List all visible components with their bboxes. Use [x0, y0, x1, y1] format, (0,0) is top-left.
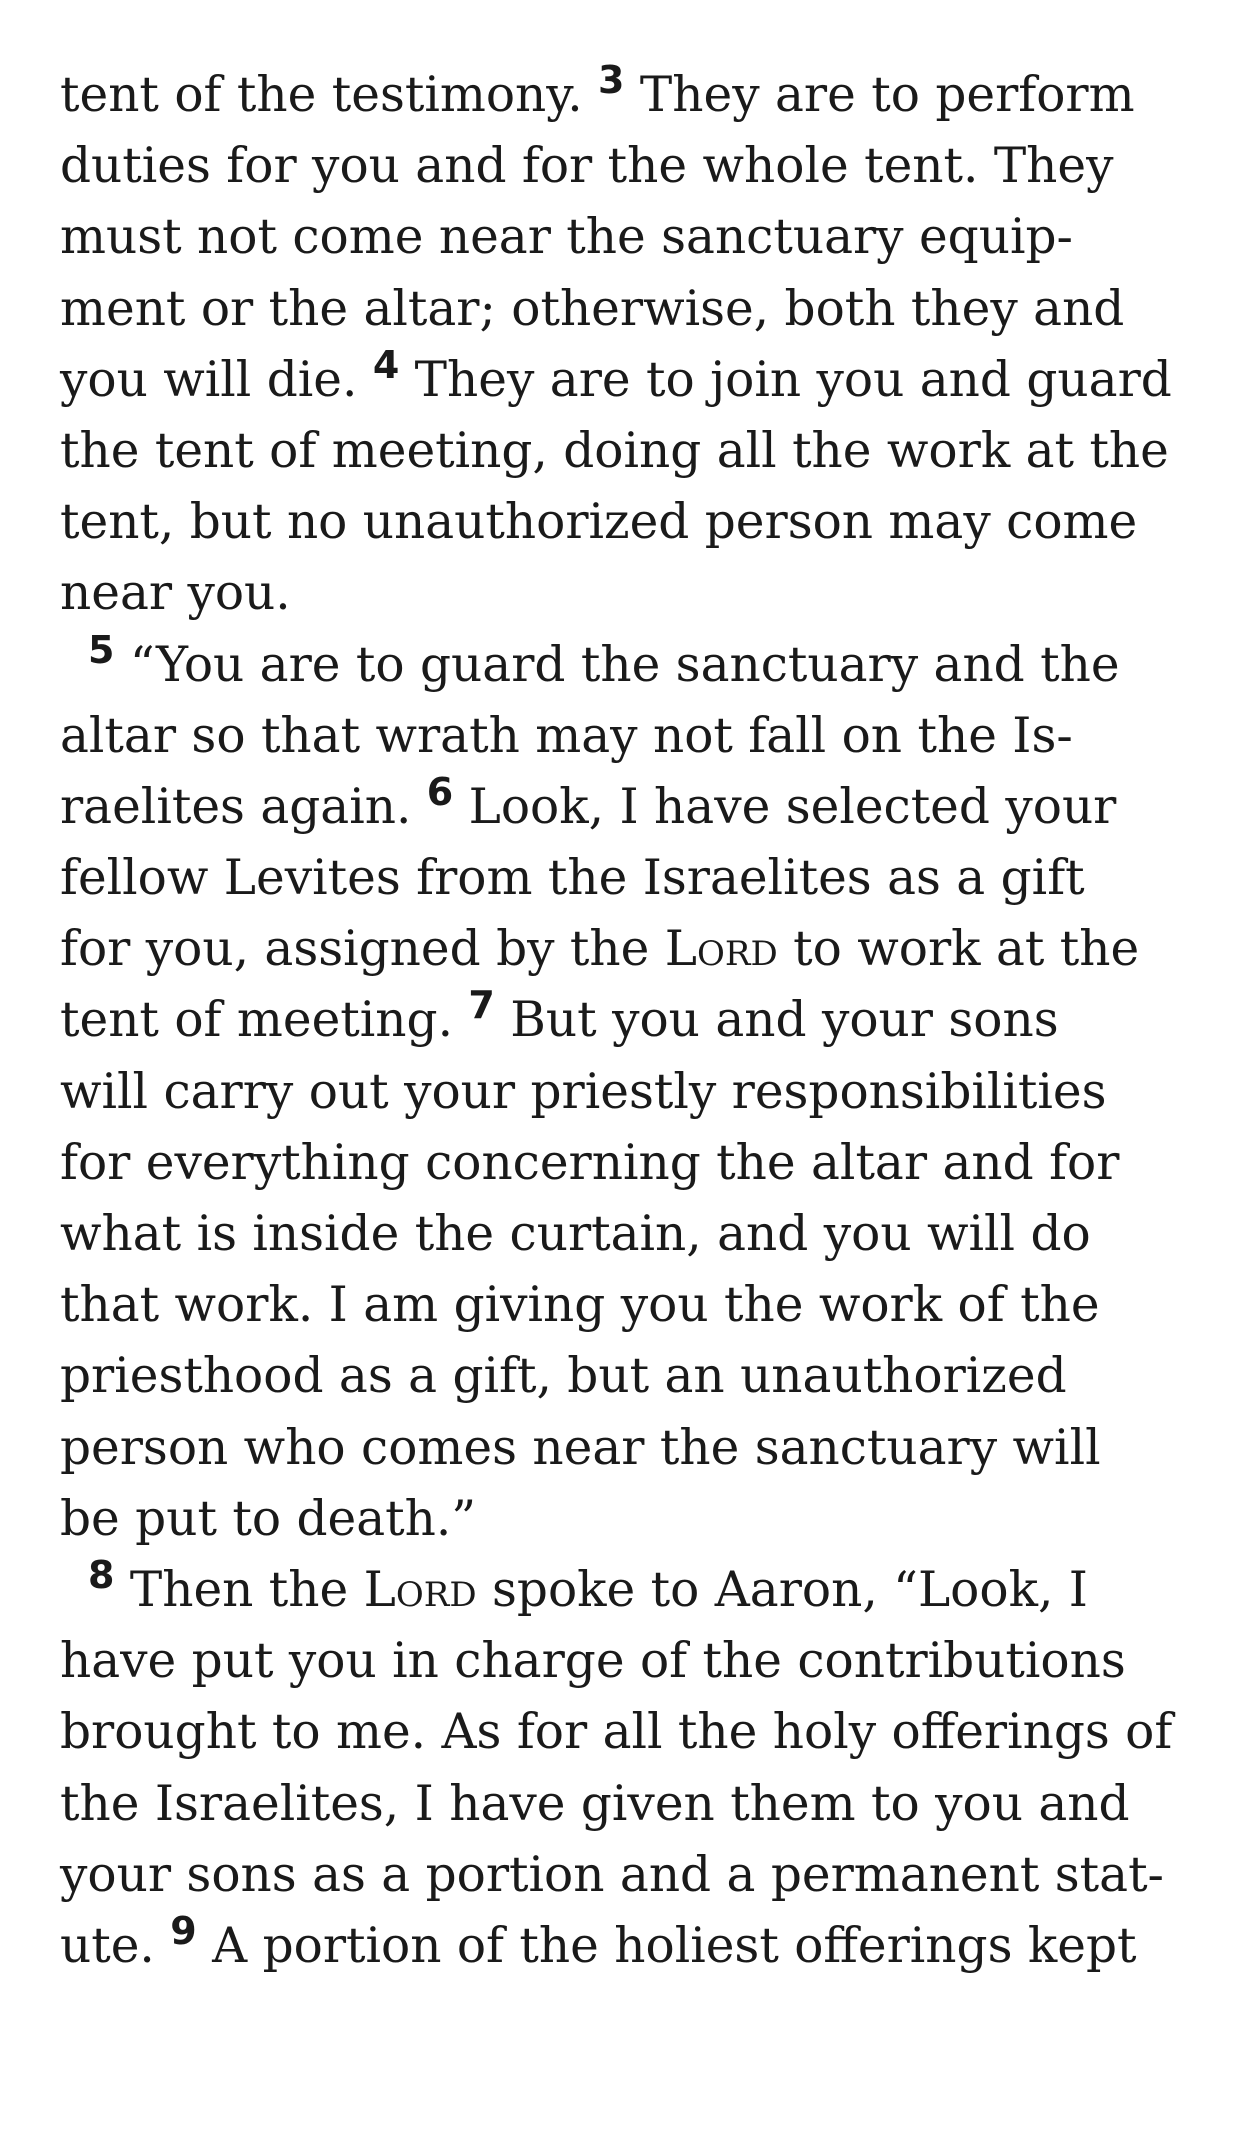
text-run: tent, but no unauthorized person may come — [60, 494, 1138, 551]
text-run: to work at the — [777, 921, 1140, 978]
text-run: ute. — [60, 1917, 171, 1974]
verse-number[interactable]: 8 — [88, 1552, 115, 1597]
verse-number[interactable]: 9 — [170, 1908, 197, 1953]
text-line — [60, 701, 1210, 772]
scripture-text-page — [60, 60, 1210, 1982]
divine-name-smallcaps: Lord — [664, 921, 778, 978]
text-run: priesthood as a gift, but an unauthorized — [60, 1348, 1067, 1405]
text-run: They are to join you and guard — [399, 351, 1172, 408]
text-line — [60, 131, 1210, 202]
text-run: raelites again. — [60, 778, 427, 835]
divine-name-smallcaps: Lord — [363, 1561, 477, 1618]
text-run: the tent of meeting, doing all the work at the — [60, 422, 1169, 479]
text-run: altar so that wrath may not fall on the Is- — [60, 707, 1073, 764]
text-line — [60, 627, 1210, 701]
text-run: that work. I am giving you the work of the — [60, 1277, 1100, 1334]
text-line — [60, 1413, 1210, 1484]
verse-number[interactable]: 3 — [598, 58, 625, 102]
text-run: Look, I have selected your — [453, 778, 1117, 835]
verse-number[interactable]: 7 — [468, 983, 495, 1028]
text-run: But you and your sons — [494, 992, 1059, 1049]
verse-number[interactable]: 5 — [88, 627, 115, 672]
text-line — [60, 1840, 1210, 1911]
text-run: will carry out your priestly responsibilities — [60, 1063, 1107, 1120]
text-line — [60, 1270, 1210, 1341]
text-line — [60, 342, 1210, 416]
text-line — [60, 1697, 1210, 1768]
text-line — [60, 416, 1210, 487]
text-run: “You are to guard the sanctuary and the — [114, 636, 1120, 693]
text-run: ment or the altar; otherwise, both they and — [60, 280, 1125, 337]
text-run: have put you in charge of the contributions — [60, 1633, 1126, 1690]
text-run: for everything concerning the altar and for — [60, 1134, 1120, 1191]
text-line — [60, 202, 1210, 273]
verse-number[interactable]: 4 — [372, 342, 400, 387]
text-run: near you. — [60, 565, 291, 622]
text-run: the Israelites, I have given them to you and — [60, 1775, 1130, 1832]
text-line — [60, 1199, 1210, 1270]
text-line — [60, 487, 1210, 558]
text-run: spoke to Aaron, “Look, I — [476, 1561, 1088, 1618]
text-run: person who comes near the sanctuary will — [60, 1419, 1101, 1476]
text-run: They are to perform — [624, 67, 1135, 123]
text-run: A portion of the holiest offerings kept — [196, 1917, 1137, 1974]
text-line — [60, 1128, 1210, 1199]
text-line — [60, 1769, 1210, 1840]
text-line — [60, 843, 1210, 914]
text-line — [60, 1626, 1210, 1697]
text-line — [60, 1552, 1210, 1626]
text-run: for you, assigned by the — [60, 921, 665, 978]
text-run: brought to me. As for all the holy offerings of — [60, 1704, 1173, 1761]
text-run: Then the — [114, 1561, 364, 1618]
text-run: be put to death.” — [60, 1490, 477, 1547]
text-line — [60, 1908, 1210, 1982]
text-run: duties for you and for the whole tent. They — [60, 138, 1114, 195]
text-line — [60, 274, 1210, 345]
text-run: tent of the testimony. — [60, 67, 599, 123]
verse-number[interactable]: 6 — [426, 769, 454, 814]
text-line — [60, 769, 1210, 843]
text-run: what is inside the curtain, and you will do — [60, 1206, 1091, 1262]
text-run: must not come near the sanctuary equip- — [60, 209, 1073, 266]
text-run: you will die. — [60, 351, 373, 408]
text-line — [60, 1341, 1210, 1412]
text-line — [60, 985, 1210, 1056]
text-line — [60, 1484, 1210, 1555]
text-line — [60, 1057, 1210, 1128]
text-line — [60, 914, 1210, 985]
text-line — [60, 60, 1210, 131]
text-line — [60, 558, 1210, 629]
text-run: tent of meeting. — [60, 992, 469, 1049]
text-run: fellow Levites from the Israelites as a gift — [60, 850, 1085, 907]
text-run: your sons as a portion and a permanent stat- — [60, 1846, 1164, 1903]
